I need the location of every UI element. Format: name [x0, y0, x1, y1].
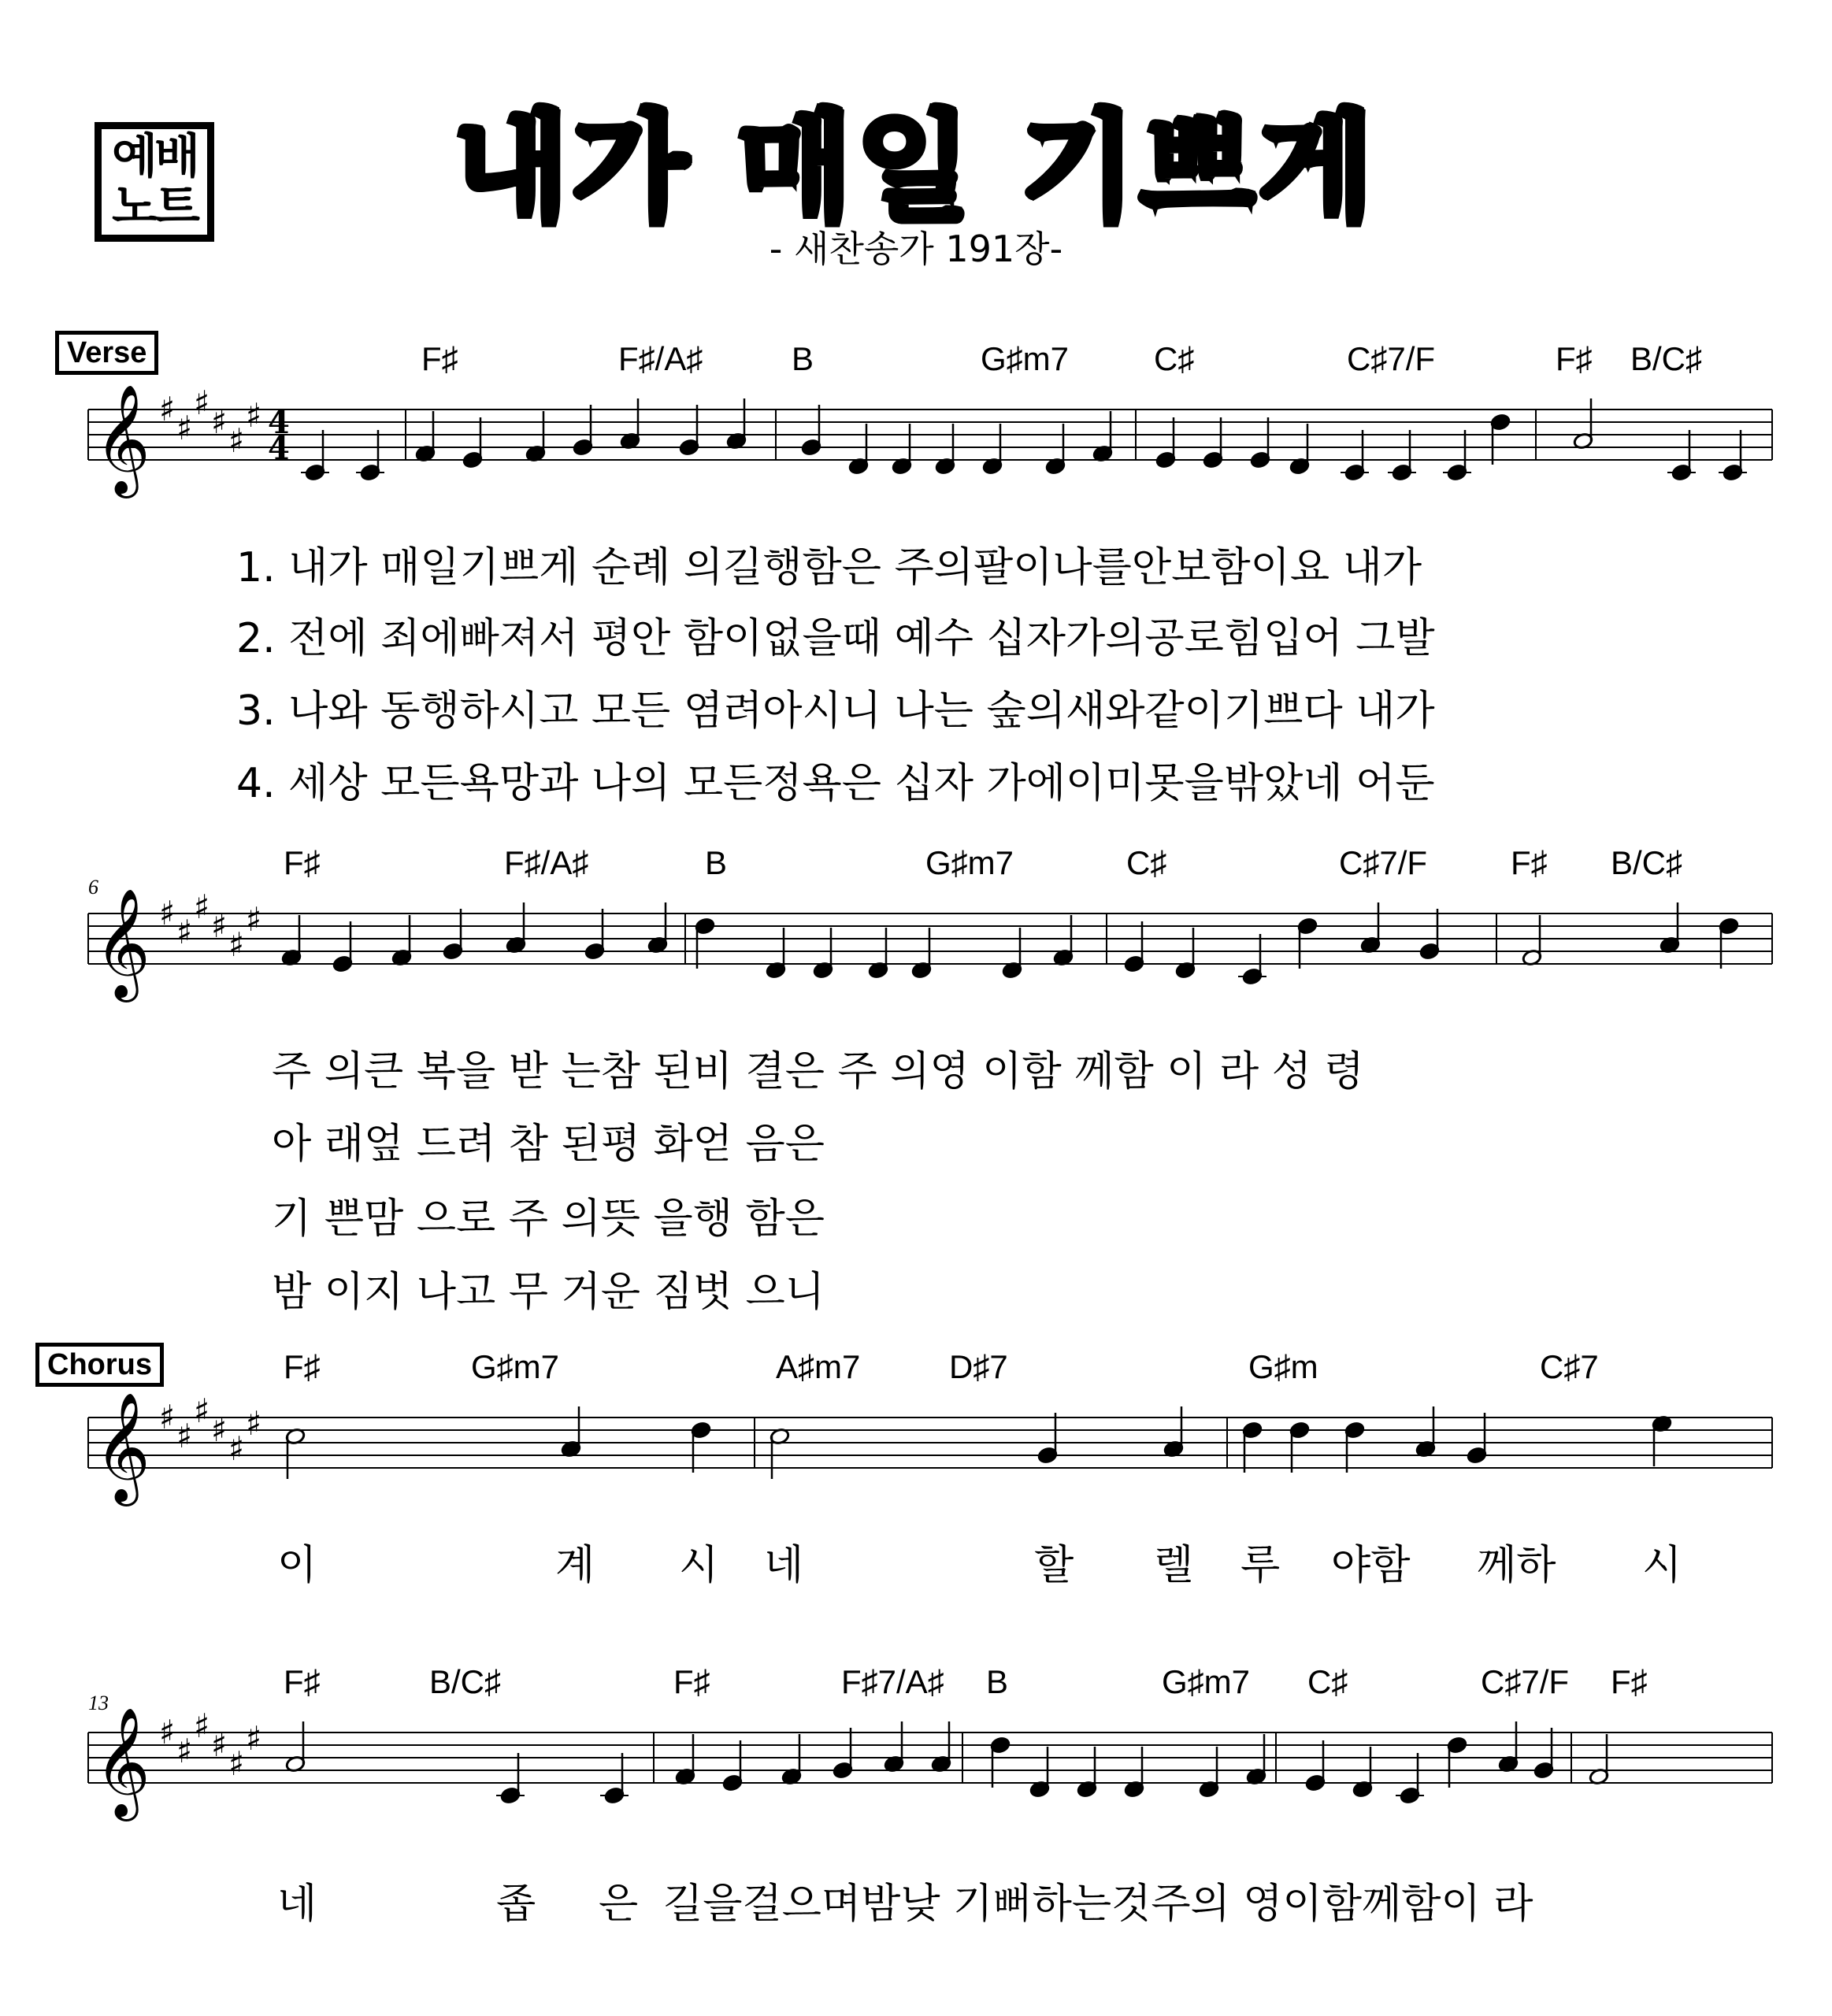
lyric-line-verse-3: 3. 나와 동행하시고 모든 염려아시니 나는 숲의새와같이기쁘다 내가	[236, 687, 1435, 735]
lyric-line-system2-1: 주 의큰 복을 받 는참 된비 결은 주 의영 이함 께함 이 라 성 령	[272, 1048, 1364, 1095]
key-signature-sharp-icon: ♯	[159, 894, 176, 932]
key-signature-sharp-icon: ♯	[246, 396, 262, 435]
treble-clef-icon: 𝄞	[95, 888, 150, 998]
key-signature-sharp-icon: ♯	[228, 925, 245, 964]
chord: C♯	[1126, 844, 1167, 881]
chord: B/C♯	[429, 1663, 502, 1700]
key-signature-sharp-icon: ♯	[159, 390, 176, 428]
key-signature-sharp-icon: ♯	[176, 913, 193, 951]
lyric-syllable: 계	[555, 1542, 595, 1589]
chord: G♯m7	[925, 844, 1014, 881]
lyric-syllable: 루	[1240, 1542, 1281, 1589]
chord: A♯m7	[776, 1348, 861, 1385]
key-signature-sharp-icon: ♯	[194, 1707, 210, 1745]
music-staff-system-2	[0, 882, 1832, 1024]
chord: B/C♯	[1611, 844, 1683, 881]
lyric-syllable: 시	[679, 1542, 719, 1589]
chord: F♯/A♯	[618, 340, 703, 377]
chord: F♯	[1556, 340, 1593, 377]
chord: F♯	[284, 1663, 321, 1700]
chord: F♯	[1511, 844, 1548, 881]
lyric-syllable: 네	[277, 1881, 317, 1928]
lyric-syllable: 네	[764, 1542, 804, 1589]
key-signature-sharp-icon: ♯	[176, 1732, 193, 1770]
key-signature-sharp-icon: ♯	[211, 1410, 228, 1449]
time-signature-bottom: 4	[268, 430, 290, 467]
song-title: 내가 매일 기쁘게	[454, 100, 1378, 237]
logo-text-line1: 예배	[112, 129, 197, 184]
chord: C♯7	[1540, 1348, 1599, 1385]
lyric-syllable: 렐	[1154, 1542, 1194, 1589]
music-staff-system-1	[0, 378, 1832, 520]
chord: C♯	[1307, 1663, 1348, 1700]
key-signature-sharp-icon: ♯	[211, 1725, 228, 1764]
key-signature-sharp-icon: ♯	[159, 1713, 176, 1751]
song-subtitle: - 새찬송가 191장-	[769, 228, 1063, 270]
key-signature-sharp-icon: ♯	[211, 906, 228, 945]
chord: F♯7/A♯	[841, 1663, 944, 1700]
chord: F♯	[421, 340, 458, 377]
key-signature-sharp-icon: ♯	[228, 421, 245, 460]
lyric-syllable: 좁	[496, 1881, 536, 1928]
chord: D♯7	[949, 1348, 1008, 1385]
treble-clef-icon: 𝄞	[95, 384, 150, 494]
chord: G♯m	[1248, 1348, 1318, 1385]
chord: B/C♯	[1630, 340, 1703, 377]
section-label-chorus: Chorus	[35, 1343, 164, 1387]
lyric-syllable: 시	[1642, 1542, 1682, 1589]
key-signature-sharp-icon: ♯	[228, 1744, 245, 1783]
chord: F♯	[1611, 1663, 1648, 1700]
lyric-syllable: 할	[1034, 1542, 1074, 1589]
chord: F♯	[673, 1663, 710, 1700]
key-signature-sharp-icon: ♯	[246, 1404, 262, 1443]
chord: C♯7/F	[1339, 844, 1428, 881]
treble-clef-icon: 𝄞	[95, 1707, 150, 1817]
chord: B	[986, 1663, 1009, 1700]
chord: F♯/A♯	[504, 844, 589, 881]
lyric-line-verse-1: 1. 내가 매일기쁘게 순례 의길행함은 주의팔이나를안보함이요 내가	[236, 544, 1422, 591]
lyric-syllable: 길을걸으며밤낮 기뻐하는것주의 영이함께함이 라	[663, 1881, 1533, 1928]
lyric-line-system2-3: 기 쁜맘 으로 주 의뜻 을행 함은	[272, 1195, 825, 1243]
key-signature-sharp-icon: ♯	[246, 1719, 262, 1758]
lyric-line-verse-2: 2. 전에 죄에빠져서 평안 함이없을때 예수 십자가의공로힘입어 그발	[236, 615, 1435, 662]
key-signature-sharp-icon: ♯	[194, 888, 210, 926]
lyric-line-system2-4: 밤 이지 나고 무 거운 짐벗 으니	[272, 1269, 825, 1316]
chord: G♯m7	[471, 1348, 560, 1385]
treble-clef-icon: 𝄞	[95, 1392, 150, 1502]
lyric-line-verse-4: 4. 세상 모든욕망과 나의 모든정욕은 십자 가에이미못을밖았네 어둔	[236, 760, 1435, 807]
section-label-verse: Verse	[55, 331, 158, 375]
key-signature-sharp-icon: ♯	[176, 1417, 193, 1455]
key-signature-sharp-icon: ♯	[176, 409, 193, 447]
measure-number: 6	[88, 876, 98, 899]
key-signature-sharp-icon: ♯	[211, 402, 228, 441]
chord: G♯m7	[1162, 1663, 1251, 1700]
chord: C♯	[1154, 340, 1195, 377]
chord: B	[705, 844, 728, 881]
time-signature-top: 4	[268, 404, 290, 441]
lyric-syllable: 이	[277, 1542, 317, 1589]
chord: F♯	[284, 1348, 321, 1385]
lyric-syllable: 야함	[1331, 1542, 1411, 1589]
chord: F♯	[284, 844, 321, 881]
chord: G♯m7	[981, 340, 1070, 377]
key-signature-sharp-icon: ♯	[246, 900, 262, 939]
key-signature-sharp-icon: ♯	[194, 1392, 210, 1430]
chord: C♯7/F	[1481, 1663, 1570, 1700]
logo-text-line2: 노트	[112, 180, 197, 235]
lyric-syllable: 은	[599, 1881, 639, 1928]
music-staff-system-3	[0, 1386, 1832, 1528]
key-signature-sharp-icon: ♯	[194, 384, 210, 422]
music-staff-system-4	[0, 1701, 1832, 1843]
measure-number: 13	[88, 1692, 109, 1714]
key-signature-sharp-icon: ♯	[228, 1429, 245, 1468]
chord: C♯7/F	[1347, 340, 1436, 377]
lyric-syllable: 께하	[1477, 1542, 1556, 1589]
chord: B	[792, 340, 814, 377]
lyric-line-system2-2: 아 래엎 드려 참 된평 화얻 음은	[272, 1121, 825, 1168]
key-signature-sharp-icon: ♯	[159, 1398, 176, 1436]
